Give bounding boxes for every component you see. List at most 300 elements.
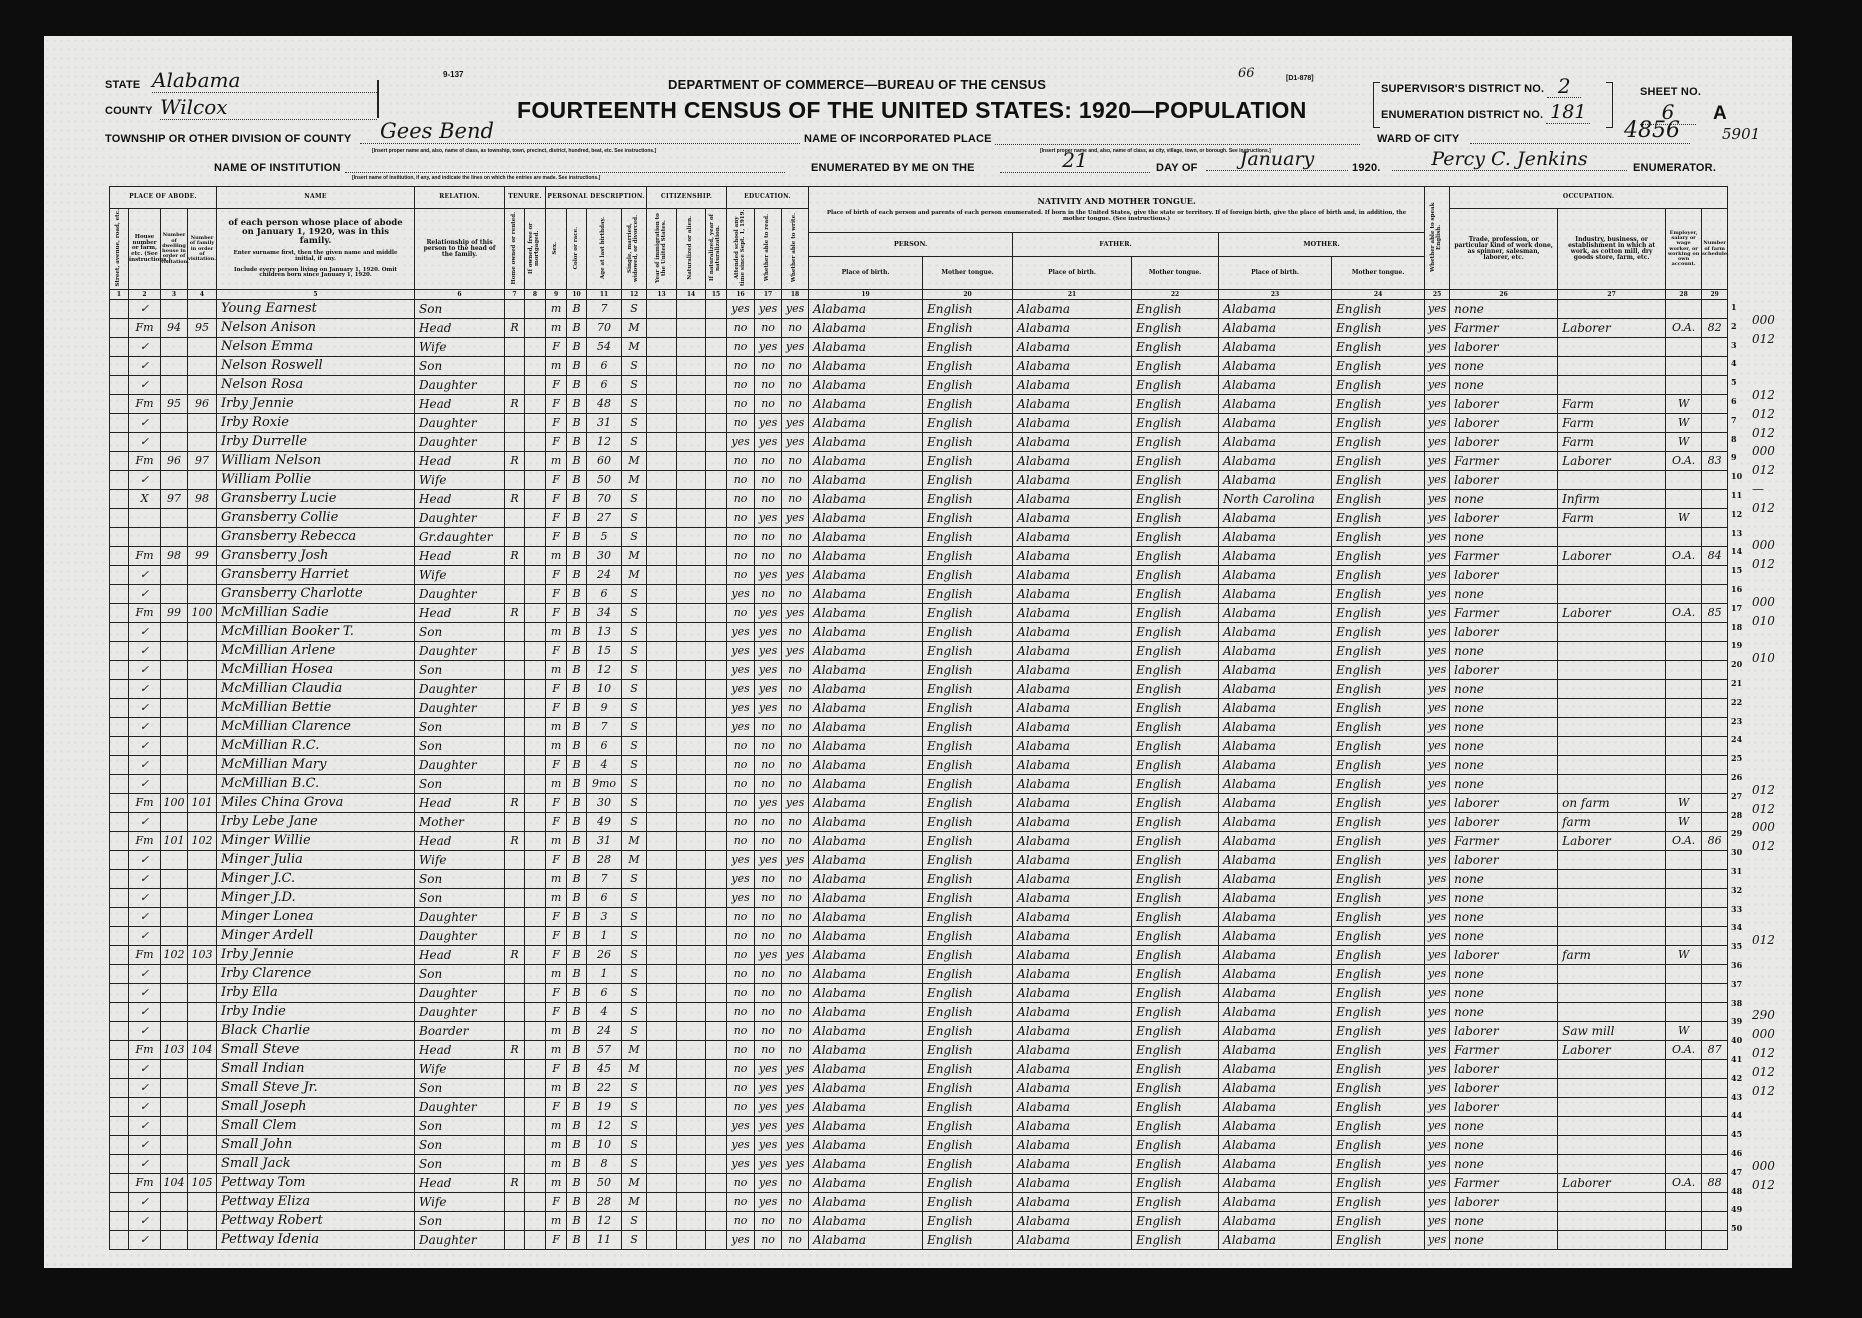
birthplace-cell: Alabama	[809, 357, 923, 376]
family-number-cell	[188, 642, 217, 661]
trade-cell: Farmer	[1450, 547, 1558, 566]
worker-class-cell	[1666, 376, 1702, 395]
mother-birthplace-cell: Alabama	[1219, 1079, 1332, 1098]
trade-cell: none	[1450, 1231, 1558, 1250]
attended-school-cell: no	[727, 547, 755, 566]
relationship-cell: Gr.daughter	[415, 528, 505, 547]
street-cell	[110, 832, 129, 851]
age-cell: 50	[587, 471, 622, 490]
dwelling-number-cell	[161, 680, 188, 699]
father-birthplace-cell: Alabama	[1013, 1098, 1132, 1117]
person-name-cell: Small Indian	[217, 1060, 415, 1079]
father-birthplace-cell: Alabama	[1013, 661, 1132, 680]
mother-mother-tongue-cell: English	[1332, 737, 1425, 756]
naturalized-cell	[677, 357, 706, 376]
able-to-write-cell: no	[782, 319, 809, 338]
mother-tongue-cell: English	[923, 338, 1013, 357]
table-row	[110, 775, 1728, 794]
house-number-cell: Fm	[129, 1174, 161, 1193]
mother-mother-tongue-cell: English	[1332, 376, 1425, 395]
worker-class-cell	[1666, 775, 1702, 794]
mother-birthplace-cell: Alabama	[1219, 1117, 1332, 1136]
line-number: 17	[1731, 602, 1743, 613]
father-birthplace-cell: Alabama	[1013, 699, 1132, 718]
color-race-cell: B	[567, 1079, 587, 1098]
dwelling-number-cell	[161, 908, 188, 927]
father-mother-tongue-cell: English	[1132, 1136, 1219, 1155]
able-to-read-cell: yes	[755, 642, 782, 661]
able-to-read-cell: yes	[755, 794, 782, 813]
father-birthplace-cell: Alabama	[1013, 1155, 1132, 1174]
father-mother-tongue-cell: English	[1132, 699, 1219, 718]
family-number-cell	[188, 566, 217, 585]
table-row	[110, 585, 1728, 604]
mother-mother-tongue-cell: English	[1332, 509, 1425, 528]
home-tenure-cell	[505, 699, 525, 718]
speaks-english-cell: yes	[1425, 509, 1450, 528]
dwelling-number-cell	[161, 357, 188, 376]
trade-cell: none	[1450, 376, 1558, 395]
page-stamp: 66	[1238, 66, 1255, 81]
birthplace-cell: Alabama	[809, 908, 923, 927]
person-name-cell: Irby Jennie	[217, 946, 415, 965]
father-mother-tongue-cell: English	[1132, 1231, 1219, 1250]
birthplace-cell: Alabama	[809, 547, 923, 566]
street-cell	[110, 395, 129, 414]
able-to-read-cell: yes	[755, 414, 782, 433]
col1-label: Street, avenue, road, etc.	[115, 209, 122, 287]
able-to-read-cell: no	[755, 376, 782, 395]
able-to-write-cell: yes	[782, 509, 809, 528]
attended-school-cell: no	[727, 471, 755, 490]
owned-status-cell	[525, 509, 546, 528]
line-number: 26	[1731, 772, 1743, 782]
sex-cell: F	[546, 414, 567, 433]
col3-header: Number of dwelling house in order of visitation.	[161, 209, 188, 290]
house-number-cell: X	[129, 490, 161, 509]
person-name-cell: Small Joseph	[217, 1098, 415, 1117]
trade-cell: laborer	[1450, 395, 1558, 414]
line-number: 48	[1731, 1185, 1743, 1196]
marital-status-cell: S	[622, 376, 647, 395]
farm-schedule-cell	[1702, 927, 1728, 946]
person-name-cell: Gransberry Josh	[217, 547, 415, 566]
mother-tongue-cell: English	[923, 870, 1013, 889]
relationship-cell: Son	[415, 623, 505, 642]
marital-status-cell: S	[622, 623, 647, 642]
father-birthplace-cell: Alabama	[1013, 737, 1132, 756]
enumeration-district-label: ENUMERATION DISTRICT NO.	[1381, 109, 1544, 121]
attended-school-cell: yes	[727, 1136, 755, 1155]
color-race-cell: B	[567, 813, 587, 832]
naturalized-cell	[677, 851, 706, 870]
mother-tongue-cell: English	[923, 547, 1013, 566]
marital-status-cell: S	[622, 794, 647, 813]
immigration-year-cell	[647, 1098, 677, 1117]
dwelling-number-cell	[161, 851, 188, 870]
age-cell: 6	[587, 737, 622, 756]
home-tenure-cell	[505, 1098, 525, 1117]
trade-cell: none	[1450, 775, 1558, 794]
able-to-write-cell: no	[782, 699, 809, 718]
birthplace-cell: Alabama	[809, 604, 923, 623]
farm-schedule-cell	[1702, 699, 1728, 718]
relationship-cell: Daughter	[415, 680, 505, 699]
person-name-cell: Nelson Roswell	[217, 357, 415, 376]
home-tenure-cell	[505, 528, 525, 547]
family-number-cell	[188, 870, 217, 889]
naturalization-year-cell	[706, 433, 727, 452]
family-number-cell	[188, 718, 217, 737]
mother-mother-tongue-cell: English	[1332, 680, 1425, 699]
family-number-cell: 102	[188, 832, 217, 851]
relationship-cell: Head	[415, 490, 505, 509]
family-number-cell: 103	[188, 946, 217, 965]
naturalized-cell	[677, 471, 706, 490]
immigration-year-cell	[647, 300, 677, 319]
naturalization-year-cell	[706, 813, 727, 832]
family-number-cell	[188, 509, 217, 528]
birthplace-cell: Alabama	[809, 433, 923, 452]
worker-class-cell	[1666, 1060, 1702, 1079]
able-to-write-cell: no	[782, 452, 809, 471]
marital-status-cell: M	[622, 832, 647, 851]
immigration-year-cell	[647, 1117, 677, 1136]
relationship-cell: Wife	[415, 1060, 505, 1079]
relationship-cell: Son	[415, 965, 505, 984]
naturalization-year-cell	[706, 851, 727, 870]
owned-status-cell	[525, 1155, 546, 1174]
age-cell: 70	[587, 490, 622, 509]
worker-class-cell: O.A.	[1666, 1174, 1702, 1193]
mother-tongue-cell: English	[923, 1155, 1013, 1174]
attended-school-cell: yes	[727, 680, 755, 699]
color-race-cell: B	[567, 908, 587, 927]
trade-cell: laborer	[1450, 1079, 1558, 1098]
col19-header: Place of birth.	[809, 257, 923, 290]
age-cell: 31	[587, 414, 622, 433]
sheet-number: 6	[1640, 100, 1696, 125]
family-number-cell	[188, 1136, 217, 1155]
able-to-write-cell: no	[782, 1041, 809, 1060]
trade-cell: Farmer	[1450, 1041, 1558, 1060]
relationship-cell: Daughter	[415, 927, 505, 946]
speaks-english-cell: yes	[1425, 414, 1450, 433]
house-number-cell: ✓	[129, 1212, 161, 1231]
mother-mother-tongue-cell: English	[1332, 1041, 1425, 1060]
mother-birthplace-cell: North Carolina	[1219, 490, 1332, 509]
worker-class-cell	[1666, 1003, 1702, 1022]
person-name-cell: Irby Indie	[217, 1003, 415, 1022]
farm-schedule-cell	[1702, 737, 1728, 756]
speaks-english-cell: yes	[1425, 775, 1450, 794]
dwelling-number-cell	[161, 1098, 188, 1117]
mother-tongue-cell: English	[923, 509, 1013, 528]
immigration-year-cell	[647, 984, 677, 1003]
dwelling-number-cell	[161, 1079, 188, 1098]
mother-mother-tongue-cell: English	[1332, 1212, 1425, 1231]
speaks-english-cell: yes	[1425, 338, 1450, 357]
mother-tongue-cell: English	[923, 832, 1013, 851]
speaks-english-cell: yes	[1425, 851, 1450, 870]
age-cell: 30	[587, 794, 622, 813]
marital-status-cell: S	[622, 528, 647, 547]
line-number: 10	[1731, 471, 1743, 482]
mother-tongue-cell: English	[923, 471, 1013, 490]
naturalization-year-cell	[706, 1098, 727, 1117]
owned-status-cell	[525, 1041, 546, 1060]
industry-cell	[1558, 889, 1666, 908]
house-number-cell: ✓	[129, 756, 161, 775]
dwelling-number-cell	[161, 471, 188, 490]
father-birthplace-cell: Alabama	[1013, 794, 1132, 813]
industry-cell	[1558, 718, 1666, 737]
able-to-read-cell: yes	[755, 433, 782, 452]
line-number: 21	[1731, 678, 1743, 688]
able-to-write-cell: no	[782, 927, 809, 946]
industry-cell: Farm	[1558, 414, 1666, 433]
marital-status-cell: S	[622, 300, 647, 319]
family-number-cell	[188, 1212, 217, 1231]
attended-school-cell: yes	[727, 718, 755, 737]
home-tenure-cell	[505, 509, 525, 528]
home-tenure-cell	[505, 300, 525, 319]
able-to-read-cell: yes	[755, 300, 782, 319]
table-row	[110, 870, 1728, 889]
speaks-english-cell: yes	[1425, 699, 1450, 718]
house-number-cell: ✓	[129, 642, 161, 661]
person-name-cell: McMillian Bettie	[217, 699, 415, 718]
mother-mother-tongue-cell: English	[1332, 889, 1425, 908]
mother-mother-tongue-cell: English	[1332, 490, 1425, 509]
birthplace-cell: Alabama	[809, 851, 923, 870]
birthplace-cell: Alabama	[809, 490, 923, 509]
owned-status-cell	[525, 1098, 546, 1117]
house-number-cell: ✓	[129, 433, 161, 452]
father-mother-tongue-cell: English	[1132, 433, 1219, 452]
able-to-read-cell: yes	[755, 623, 782, 642]
father-birthplace-cell: Alabama	[1013, 946, 1132, 965]
margin-code: 012	[1752, 1046, 1775, 1060]
farm-schedule-cell	[1702, 433, 1728, 452]
farm-schedule-cell: 86	[1702, 832, 1728, 851]
able-to-write-cell: no	[782, 775, 809, 794]
attended-school-cell: no	[727, 775, 755, 794]
trade-cell: laborer	[1450, 433, 1558, 452]
home-tenure-cell: R	[505, 395, 525, 414]
line-number: 32	[1731, 884, 1743, 895]
age-cell: 4	[587, 1003, 622, 1022]
dwelling-number-cell: 100	[161, 794, 188, 813]
home-tenure-cell	[505, 471, 525, 490]
marital-status-cell: S	[622, 889, 647, 908]
father-mother-tongue-cell: English	[1132, 319, 1219, 338]
immigration-year-cell	[647, 604, 677, 623]
line-number: 20	[1731, 659, 1743, 670]
mother-tongue-cell: English	[923, 908, 1013, 927]
owned-status-cell	[525, 1136, 546, 1155]
trade-cell: laborer	[1450, 946, 1558, 965]
able-to-read-cell: yes	[755, 1193, 782, 1212]
col1-header	[110, 209, 129, 290]
birthplace-cell: Alabama	[809, 965, 923, 984]
dwelling-number-cell	[161, 1212, 188, 1231]
person-name-cell: McMillian Mary	[217, 756, 415, 775]
person-name-cell: McMillian R.C.	[217, 737, 415, 756]
col26-header: Trade, profession, or particular kind of work done, as spinner, salesman, laborer, etc.	[1450, 209, 1558, 290]
mother-tongue-cell: English	[923, 357, 1013, 376]
trade-cell: none	[1450, 908, 1558, 927]
farm-schedule-cell	[1702, 357, 1728, 376]
sex-cell: m	[546, 1212, 567, 1231]
col4-header: Number of family in order of visitation.	[188, 209, 217, 290]
margin-code: 012	[1752, 557, 1775, 572]
margin-code: 012	[1752, 1064, 1775, 1079]
mother-birthplace-cell: Alabama	[1219, 1231, 1332, 1250]
house-number-cell: Fm	[129, 547, 161, 566]
speaks-english-cell: yes	[1425, 566, 1450, 585]
table-row	[110, 889, 1728, 908]
enumerated-label: ENUMERATED BY ME ON THE	[811, 162, 975, 174]
able-to-write-cell: no	[782, 357, 809, 376]
group-personal-description: PERSONAL DESCRIPTION.	[546, 187, 647, 209]
trade-cell: laborer	[1450, 794, 1558, 813]
naturalization-year-cell	[706, 965, 727, 984]
line-number: 27	[1731, 790, 1743, 801]
birthplace-cell: Alabama	[809, 1174, 923, 1193]
sex-cell: m	[546, 1079, 567, 1098]
dwelling-number-cell: 101	[161, 832, 188, 851]
attended-school-cell: no	[727, 794, 755, 813]
farm-schedule-cell	[1702, 794, 1728, 813]
speaks-english-cell: yes	[1425, 604, 1450, 623]
person-name-cell: Small Clem	[217, 1117, 415, 1136]
line-number: 7	[1731, 414, 1737, 425]
able-to-write-cell: yes	[782, 414, 809, 433]
able-to-read-cell: yes	[755, 1136, 782, 1155]
table-row	[110, 1079, 1728, 1098]
marital-status-cell: M	[622, 338, 647, 357]
birthplace-cell: Alabama	[809, 319, 923, 338]
mother-birthplace-cell: Alabama	[1219, 718, 1332, 737]
able-to-read-cell: no	[755, 490, 782, 509]
speaks-english-cell: yes	[1425, 623, 1450, 642]
family-number-cell	[188, 528, 217, 547]
owned-status-cell	[525, 414, 546, 433]
group-occupation: OCCUPATION.	[1450, 187, 1728, 209]
able-to-read-cell: yes	[755, 851, 782, 870]
worker-class-cell	[1666, 1155, 1702, 1174]
father-birthplace-cell: Alabama	[1013, 1117, 1132, 1136]
farm-schedule-cell	[1702, 965, 1728, 984]
industry-cell	[1558, 1098, 1666, 1117]
street-cell	[110, 623, 129, 642]
father-birthplace-cell: Alabama	[1013, 1231, 1132, 1250]
naturalized-cell	[677, 946, 706, 965]
father-mother-tongue-cell: English	[1132, 623, 1219, 642]
farm-schedule-cell	[1702, 889, 1728, 908]
worker-class-cell	[1666, 984, 1702, 1003]
mother-tongue-cell: English	[923, 1022, 1013, 1041]
sex-cell: F	[546, 642, 567, 661]
age-cell: 1	[587, 965, 622, 984]
color-race-cell: B	[567, 1212, 587, 1231]
col22-header: Mother tongue.	[1132, 257, 1219, 290]
attended-school-cell: no	[727, 338, 755, 357]
dwelling-number-cell	[161, 642, 188, 661]
immigration-year-cell	[647, 870, 677, 889]
able-to-write-cell: yes	[782, 300, 809, 319]
line-number: 5	[1731, 377, 1737, 388]
industry-cell	[1558, 1003, 1666, 1022]
speaks-english-cell: yes	[1425, 1136, 1450, 1155]
mother-tongue-cell: English	[923, 585, 1013, 604]
father-mother-tongue-cell: English	[1132, 813, 1219, 832]
line-number: 41	[1731, 1054, 1743, 1064]
nativity-person: PERSON.	[809, 233, 1013, 257]
birthplace-cell: Alabama	[809, 1098, 923, 1117]
father-mother-tongue-cell: English	[1132, 585, 1219, 604]
speaks-english-cell: yes	[1425, 300, 1450, 319]
owned-status-cell	[525, 433, 546, 452]
worker-class-cell: O.A.	[1666, 832, 1702, 851]
col9-label: Sex.	[552, 241, 559, 255]
age-cell: 7	[587, 718, 622, 737]
father-birthplace-cell: Alabama	[1013, 471, 1132, 490]
speaks-english-cell: yes	[1425, 1003, 1450, 1022]
worker-class-cell: W	[1666, 433, 1702, 452]
marital-status-cell: S	[622, 908, 647, 927]
color-race-cell: B	[567, 1193, 587, 1212]
birthplace-cell: Alabama	[809, 1212, 923, 1231]
farm-schedule-cell	[1702, 1022, 1728, 1041]
relationship-cell: Head	[415, 395, 505, 414]
line-number: 43	[1731, 1091, 1743, 1102]
column-number: 4	[188, 290, 217, 300]
naturalization-year-cell	[706, 794, 727, 813]
person-name-cell: Irby Durrelle	[217, 433, 415, 452]
naturalization-year-cell	[706, 642, 727, 661]
mother-tongue-cell: English	[923, 300, 1013, 319]
immigration-year-cell	[647, 528, 677, 547]
marital-status-cell: S	[622, 1022, 647, 1041]
mother-tongue-cell: English	[923, 794, 1013, 813]
naturalization-year-cell	[706, 1079, 727, 1098]
family-number-cell	[188, 1060, 217, 1079]
street-cell	[110, 642, 129, 661]
relationship-cell: Daughter	[415, 984, 505, 1003]
line-number: 47	[1731, 1166, 1743, 1177]
able-to-write-cell: yes	[782, 433, 809, 452]
father-mother-tongue-cell: English	[1132, 338, 1219, 357]
person-name-cell: Minger J.D.	[217, 889, 415, 908]
birthplace-cell: Alabama	[809, 623, 923, 642]
birthplace-cell: Alabama	[809, 946, 923, 965]
column-number: 19	[809, 290, 923, 300]
able-to-write-cell: no	[782, 965, 809, 984]
line-number: 19	[1731, 640, 1743, 651]
incorporated-place-field	[995, 133, 1360, 145]
line-number: 4	[1731, 358, 1737, 369]
mother-mother-tongue-cell: English	[1332, 1060, 1425, 1079]
mother-birthplace-cell: Alabama	[1219, 946, 1332, 965]
family-number-cell	[188, 471, 217, 490]
mother-tongue-cell: English	[923, 566, 1013, 585]
family-number-cell	[188, 1079, 217, 1098]
owned-status-cell	[525, 1174, 546, 1193]
marital-status-cell: S	[622, 946, 647, 965]
naturalization-year-cell	[706, 1136, 727, 1155]
